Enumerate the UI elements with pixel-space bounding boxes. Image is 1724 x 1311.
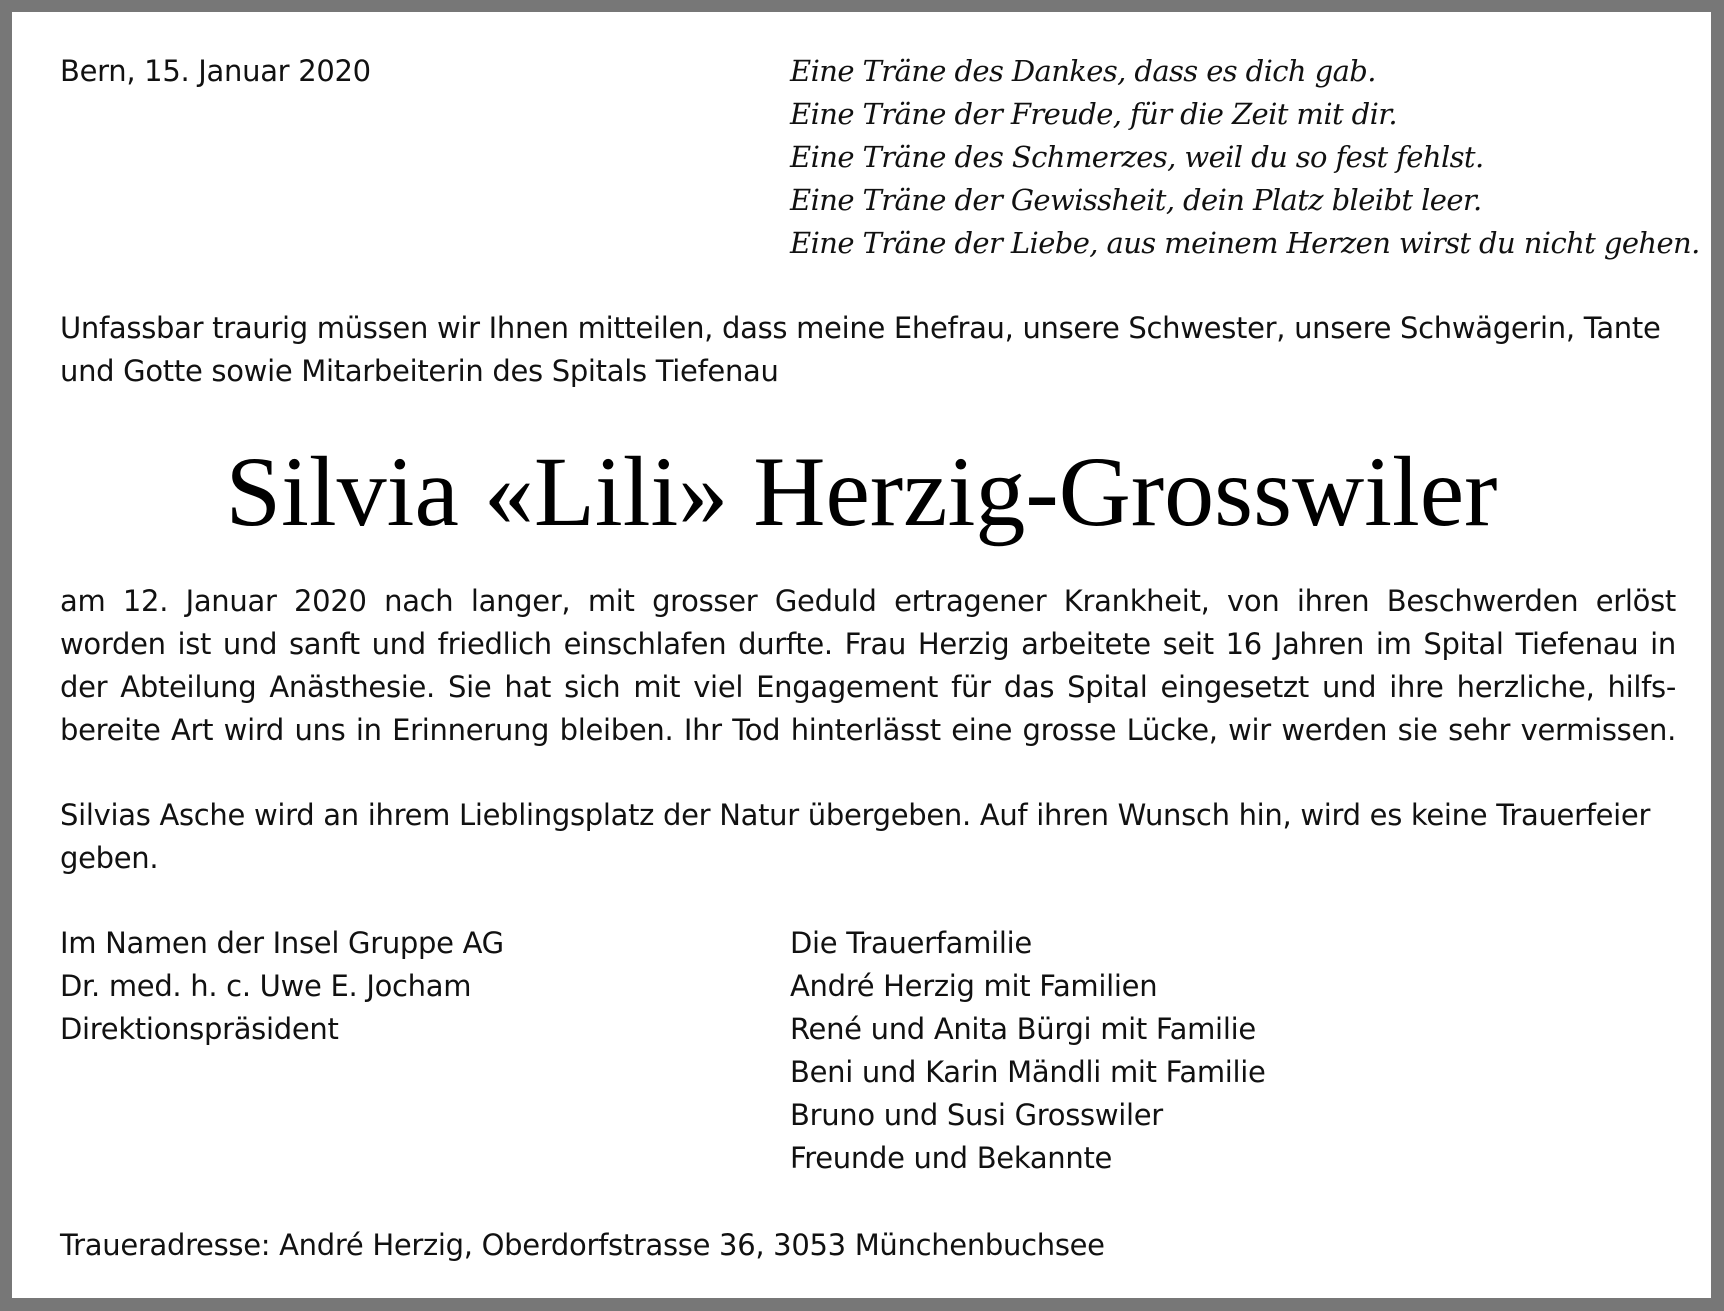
body-line: am 12. Januar 2020 nach langer, mit grosser Geduld ertragener Krankheit, von ihren Beschwerden erlöst [60, 584, 1676, 618]
signature-line: Die Trauerfamilie [790, 926, 1032, 960]
signature-line: René und Anita Bürgi mit Familie [790, 1012, 1256, 1046]
signature-line: Dr. med. h. c. Uwe E. Jocham [60, 969, 472, 1003]
signature-line: Bruno und Susi Grosswiler [790, 1098, 1163, 1132]
intro-line: Unfassbar traurig müssen wir Ihnen mitteilen, dass meine Ehefrau, unsere Schwester, unsere Schwägerin, Tante [60, 311, 1661, 345]
poem-line: Eine Träne der Freude, für die Zeit mit dir. [790, 97, 1397, 131]
ashes-line: Silvias Asche wird an ihrem Lieblingsplatz der Natur übergeben. Auf ihren Wunsch hin, wird es keine Trauerfeier [60, 798, 1651, 832]
signature-line: André Herzig mit Familien [790, 969, 1158, 1003]
ashes-line: geben. [60, 841, 159, 875]
signature-right [790, 922, 1266, 1180]
body-paragraph [60, 580, 1676, 752]
poem-line: Eine Träne der Gewissheit, dein Platz bleibt leer. [790, 183, 1482, 217]
intro-paragraph [60, 307, 1680, 393]
body-line: worden ist und sanft und friedlich einschlafen durfte. Frau Herzig arbeitete seit 16 Jahren im Spital Tiefenau in [60, 627, 1676, 661]
obituary-page [12, 12, 1711, 1298]
ashes-paragraph [60, 794, 1680, 880]
body-line: bereite Art wird uns in Erinnerung bleiben. Ihr Tod hinterlässt eine grosse Lücke, wir werden sie sehr vermissen. [60, 713, 1676, 747]
deceased-name: Silvia «Lili» Herzig-Grosswiler [225, 436, 1498, 547]
poem [790, 50, 1700, 265]
signature-line: Im Namen der Insel Gruppe AG [60, 926, 504, 960]
intro-line: und Gotte sowie Mitarbeiterin des Spitals Tiefenau [60, 354, 779, 388]
body-line: der Abteilung Anästhesie. Sie hat sich mit viel Engagement für das Spital eingesetzt und ihre herzliche, hilfs- [60, 670, 1676, 704]
poem-line: Eine Träne der Liebe, aus meinem Herzen wirst du nicht gehen. [790, 226, 1700, 260]
signature-left [60, 922, 504, 1051]
place-date: Bern, 15. Januar 2020 [60, 54, 371, 88]
poem-line: Eine Träne des Schmerzes, weil du so fest fehlst. [790, 140, 1484, 174]
poem-line: Eine Träne des Dankes, dass es dich gab. [790, 54, 1376, 88]
signature-line: Beni und Karin Mändli mit Familie [790, 1055, 1266, 1089]
signature-line: Freunde und Bekannte [790, 1141, 1113, 1175]
signature-line: Direktionspräsident [60, 1012, 339, 1046]
mourning-address: Traueradresse: André Herzig, Oberdorfstrasse 36, 3053 Münchenbuchsee [60, 1228, 1105, 1262]
